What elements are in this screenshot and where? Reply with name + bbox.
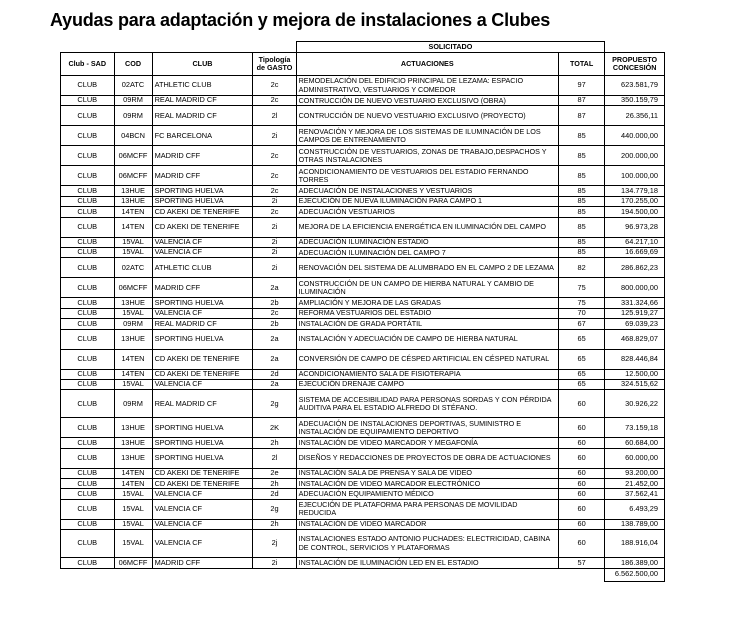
cell-actuaciones: INSTALACIÓN DE VIDEO MARCADOR Y MEGAFONÍA: [296, 438, 558, 448]
cell-cod: 15VAL: [114, 530, 152, 558]
table-row: [61, 468, 665, 478]
cell-cod: 14TEN: [114, 468, 152, 478]
cell-club-sad: CLUB: [61, 499, 115, 519]
table-row: [61, 390, 665, 418]
table-row: [61, 258, 665, 278]
cell-actuaciones: EJECUCIÓN DE PLATAFORMA PARA PERSONAS DE MOVILIDAD REDUCIDA: [296, 499, 558, 519]
cell-tipologia: 2i: [253, 247, 296, 257]
cell-actuaciones: CONSTRUCCIÓN DE UN CAMPO DE HIERBA NATURAL Y CAMBIO DE ILUMINACIÓN: [296, 278, 558, 298]
cell-cod: 15VAL: [114, 489, 152, 499]
cell-cod: 04BCN: [114, 126, 152, 146]
cell-actuaciones: INSTALACIÓN DE VIDEO MARCADOR: [296, 519, 558, 529]
cell-tipologia: 2b: [253, 298, 296, 308]
table-row: [61, 298, 665, 308]
cell-cod: 15VAL: [114, 308, 152, 318]
table-row: [61, 247, 665, 257]
cell-tipologia: 2h: [253, 519, 296, 529]
cell-total: 97: [558, 76, 604, 96]
table-row: [61, 96, 665, 106]
cell-total: 85: [558, 217, 604, 237]
cell-club-sad: CLUB: [61, 530, 115, 558]
cell-cod: 15VAL: [114, 379, 152, 389]
cell-club-sad: CLUB: [61, 519, 115, 529]
col-header-propuesto: PROPUESTO CONCESIÓN: [605, 53, 665, 76]
cell-cod: 02ATC: [114, 76, 152, 96]
cell-tipologia: 2i: [253, 126, 296, 146]
table-row: [61, 369, 665, 379]
cell-club-sad: CLUB: [61, 237, 115, 247]
cell-total: 70: [558, 308, 604, 318]
cell-propuesto: 64.217,10: [605, 237, 665, 247]
cell-club: SPORTING HUELVA: [152, 448, 253, 468]
cell-club-sad: CLUB: [61, 298, 115, 308]
cell-total: 85: [558, 126, 604, 146]
cell-total: 75: [558, 298, 604, 308]
cell-total: 60: [558, 499, 604, 519]
cell-propuesto: 125.919,27: [605, 308, 665, 318]
table-row: [61, 217, 665, 237]
cell-total: 60: [558, 448, 604, 468]
cell-tipologia: 2a: [253, 349, 296, 369]
table-row: [61, 489, 665, 499]
cell-cod: 09RM: [114, 319, 152, 329]
cell-cod: 13HUE: [114, 448, 152, 468]
table-row: [61, 479, 665, 489]
cell-actuaciones: ADECUACIÓN EQUIPAMIENTO MÉDICO: [296, 489, 558, 499]
cell-actuaciones: CONSTRUCCIÓN DE VESTUARIOS, ZONAS DE TRABAJO,DESPACHOS Y OTRAS INSTALACIONES: [296, 146, 558, 166]
cell-propuesto: 350.159,79: [605, 96, 665, 106]
cell-actuaciones: EJECUCIÓN DRENAJE CAMPO: [296, 379, 558, 389]
cell-propuesto: 37.562,41: [605, 489, 665, 499]
cell-tipologia: 2i: [253, 258, 296, 278]
cell-cod: 13HUE: [114, 186, 152, 196]
cell-tipologia: 2d: [253, 369, 296, 379]
cell-actuaciones: ADECUACIÓN ILUMINACIÓN DEL CAMPO 7: [296, 247, 558, 257]
cell-total: 60: [558, 479, 604, 489]
cell-tipologia: 2c: [253, 76, 296, 96]
cell-total: 60: [558, 489, 604, 499]
cell-total: 85: [558, 146, 604, 166]
cell-club-sad: CLUB: [61, 319, 115, 329]
table-row: [61, 558, 665, 568]
cell-cod: 09RM: [114, 96, 152, 106]
cell-propuesto: 96.973,28: [605, 217, 665, 237]
grand-total: 6.562.500,00: [605, 568, 665, 581]
cell-tipologia: 2l: [253, 106, 296, 126]
cell-tipologia: 2c: [253, 207, 296, 217]
cell-actuaciones: ADECUACIÓN ILUMINACIÓN ESTADIO: [296, 237, 558, 247]
cell-propuesto: 623.581,79: [605, 76, 665, 96]
cell-cod: 13HUE: [114, 329, 152, 349]
cell-actuaciones: ADECUACIÓN DE INSTALACIONES Y VESTUARIOS: [296, 186, 558, 196]
cell-club: MADRID CFF: [152, 278, 253, 298]
cell-tipologia: 2h: [253, 479, 296, 489]
cell-tipologia: 2e: [253, 468, 296, 478]
cell-club: CD AKEKI DE TENERIFE: [152, 479, 253, 489]
cell-tipologia: 2c: [253, 308, 296, 318]
cell-club-sad: CLUB: [61, 468, 115, 478]
cell-club: CD AKEKI DE TENERIFE: [152, 217, 253, 237]
cell-club: ATHLETIC CLUB: [152, 258, 253, 278]
cell-club-sad: CLUB: [61, 418, 115, 438]
cell-actuaciones: INSTALACIONES ESTADO ANTONIO PUCHADES: ELECTRICIDAD, CABINA DE CONTROL, SERVICIOS Y PLATAFORMAS: [296, 530, 558, 558]
col-header-club-sad: Club - SAD: [61, 53, 115, 76]
cell-propuesto: 26.356,11: [605, 106, 665, 126]
cell-cod: 14TEN: [114, 207, 152, 217]
cell-club-sad: CLUB: [61, 146, 115, 166]
cell-total: 60: [558, 390, 604, 418]
cell-club-sad: CLUB: [61, 96, 115, 106]
table-row: [61, 186, 665, 196]
cell-club-sad: CLUB: [61, 448, 115, 468]
cell-actuaciones: REMODELACIÓN DEL EDIFICIO PRINCIPAL DE LEZAMA: ESPACIO ADMINISTRATIVO, VESTUARIOS Y COMEDOR: [296, 76, 558, 96]
col-header-actuaciones: ACTUACIONES: [296, 53, 558, 76]
cell-propuesto: 188.916,04: [605, 530, 665, 558]
cell-total: 65: [558, 379, 604, 389]
cell-actuaciones: EJECUCIÓN DE NUEVA ILUMINACIÓN PARA CAMPO 1: [296, 196, 558, 206]
cell-club: CD AKEKI DE TENERIFE: [152, 349, 253, 369]
table-row: [61, 530, 665, 558]
table-row: [61, 319, 665, 329]
cell-club: MADRID CFF: [152, 146, 253, 166]
cell-club: SPORTING HUELVA: [152, 418, 253, 438]
cell-club: SPORTING HUELVA: [152, 196, 253, 206]
cell-club-sad: CLUB: [61, 76, 115, 96]
cell-actuaciones: CONTRUCCIÓN DE NUEVO VESTUARIO EXCLUSIVO (OBRA): [296, 96, 558, 106]
table-row: [61, 438, 665, 448]
cell-actuaciones: CONVERSIÓN DE CAMPO DE CÉSPED ARTIFICIAL EN CÉSPED NATURAL: [296, 349, 558, 369]
cell-club-sad: CLUB: [61, 258, 115, 278]
table-row: [61, 76, 665, 96]
table-row: [61, 196, 665, 206]
cell-club: VALENCIA CF: [152, 489, 253, 499]
cell-tipologia: 2j: [253, 530, 296, 558]
cell-actuaciones: DISEÑOS Y REDACCIONES DE PROYECTOS DE OBRA DE ACTUACIONES: [296, 448, 558, 468]
cell-club: MADRID CFF: [152, 166, 253, 186]
cell-cod: 14TEN: [114, 349, 152, 369]
cell-tipologia: 2a: [253, 379, 296, 389]
cell-club-sad: CLUB: [61, 166, 115, 186]
cell-cod: 06MCFF: [114, 166, 152, 186]
cell-propuesto: 73.159,18: [605, 418, 665, 438]
cell-tipologia: 2i: [253, 558, 296, 568]
cell-total: 85: [558, 247, 604, 257]
cell-cod: 14TEN: [114, 369, 152, 379]
cell-total: 85: [558, 196, 604, 206]
cell-total: 57: [558, 558, 604, 568]
cell-tipologia: 2h: [253, 438, 296, 448]
cell-club-sad: CLUB: [61, 196, 115, 206]
cell-tipologia: 2c: [253, 186, 296, 196]
cell-club-sad: CLUB: [61, 558, 115, 568]
cell-total: 60: [558, 519, 604, 529]
table-row: [61, 166, 665, 186]
cell-club-sad: CLUB: [61, 438, 115, 448]
cell-cod: 09RM: [114, 106, 152, 126]
cell-club: VALENCIA CF: [152, 379, 253, 389]
cell-propuesto: 93.200,00: [605, 468, 665, 478]
cell-propuesto: 60.684,00: [605, 438, 665, 448]
cell-club-sad: CLUB: [61, 207, 115, 217]
cell-total: 85: [558, 166, 604, 186]
cell-tipologia: 2i: [253, 196, 296, 206]
header-spacer: [61, 42, 297, 53]
cell-club: REAL MADRID CF: [152, 319, 253, 329]
cell-total: 85: [558, 237, 604, 247]
cell-tipologia: 2g: [253, 499, 296, 519]
table-row: [61, 237, 665, 247]
cell-propuesto: 186.389,00: [605, 558, 665, 568]
cell-propuesto: 69.039,23: [605, 319, 665, 329]
cell-total: 85: [558, 207, 604, 217]
cell-total: 60: [558, 530, 604, 558]
cell-cod: 15VAL: [114, 499, 152, 519]
cell-propuesto: 200.000,00: [605, 146, 665, 166]
cell-propuesto: 16.669,69: [605, 247, 665, 257]
cell-club: VALENCIA CF: [152, 247, 253, 257]
cell-actuaciones: INSTALACIÓN DE ILUMINACIÓN LED EN EL ESTADIO: [296, 558, 558, 568]
cell-tipologia: 2l: [253, 448, 296, 468]
cell-cod: 13HUE: [114, 418, 152, 438]
cell-club-sad: CLUB: [61, 379, 115, 389]
cell-club: SPORTING HUELVA: [152, 438, 253, 448]
cell-total: 60: [558, 438, 604, 448]
cell-actuaciones: INSTALACIÓN DE GRADA PORTÁTIL: [296, 319, 558, 329]
header-solicitado: SOLICITADO: [296, 42, 605, 53]
cell-propuesto: 286.862,23: [605, 258, 665, 278]
cell-actuaciones: CONTRUCCIÓN DE NUEVO VESTUARIO EXCLUSIVO (PROYECTO): [296, 106, 558, 126]
cell-club: REAL MADRID CF: [152, 106, 253, 126]
cell-cod: 09RM: [114, 390, 152, 418]
cell-propuesto: 828.446,84: [605, 349, 665, 369]
cell-actuaciones: ACONDICIONAMIENTO SALA DE FISIOTERAPIA: [296, 369, 558, 379]
col-header-club: CLUB: [152, 53, 253, 76]
cell-actuaciones: ADECUACIÓN DE INSTALACIONES DEPORTIVAS, SUMINISTRO E INSTALACIÓN DE EQUIPAMIENTO DEPORTIVO: [296, 418, 558, 438]
table-row: [61, 349, 665, 369]
cell-tipologia: 2c: [253, 96, 296, 106]
grants-table: [60, 41, 665, 582]
cell-club-sad: CLUB: [61, 278, 115, 298]
cell-total: 65: [558, 369, 604, 379]
cell-club-sad: CLUB: [61, 126, 115, 146]
cell-club-sad: CLUB: [61, 369, 115, 379]
cell-club: CD AKEKI DE TENERIFE: [152, 207, 253, 217]
cell-total: 82: [558, 258, 604, 278]
cell-cod: 06MCFF: [114, 146, 152, 166]
cell-club: CD AKEKI DE TENERIFE: [152, 468, 253, 478]
cell-propuesto: 30.926,22: [605, 390, 665, 418]
cell-club-sad: CLUB: [61, 390, 115, 418]
cell-club-sad: CLUB: [61, 217, 115, 237]
table-row: [61, 418, 665, 438]
cell-total: 60: [558, 418, 604, 438]
table-row: [61, 448, 665, 468]
cell-club-sad: CLUB: [61, 489, 115, 499]
cell-total: 60: [558, 468, 604, 478]
cell-total: 65: [558, 329, 604, 349]
cell-actuaciones: RENOVACIÓN Y MEJORA DE LOS SISTEMAS DE ILUMINACIÓN DE LOS CAMPOS DE ENTRENAMIENTO: [296, 126, 558, 146]
cell-tipologia: 2a: [253, 278, 296, 298]
table-row: [61, 519, 665, 529]
cell-tipologia: 2K: [253, 418, 296, 438]
cell-club: FC BARCELONA: [152, 126, 253, 146]
cell-club: REAL MADRID CF: [152, 96, 253, 106]
cell-club: VALENCIA CF: [152, 237, 253, 247]
table-row: [61, 379, 665, 389]
cell-cod: 15VAL: [114, 237, 152, 247]
cell-club: VALENCIA CF: [152, 519, 253, 529]
cell-actuaciones: INSTALACIÓN SALA DE PRENSA Y SALA DE VIDEO: [296, 468, 558, 478]
cell-propuesto: 60.000,00: [605, 448, 665, 468]
footer-spacer: [61, 568, 605, 581]
cell-tipologia: 2g: [253, 390, 296, 418]
cell-club-sad: CLUB: [61, 247, 115, 257]
cell-cod: 14TEN: [114, 479, 152, 489]
cell-club-sad: CLUB: [61, 479, 115, 489]
cell-propuesto: 6.493,29: [605, 499, 665, 519]
cell-tipologia: 2i: [253, 237, 296, 247]
cell-tipologia: 2c: [253, 166, 296, 186]
table-row: [61, 146, 665, 166]
cell-club: CD AKEKI DE TENERIFE: [152, 369, 253, 379]
cell-club: REAL MADRID CF: [152, 390, 253, 418]
cell-club: VALENCIA CF: [152, 308, 253, 318]
cell-propuesto: 331.324,66: [605, 298, 665, 308]
cell-club-sad: CLUB: [61, 186, 115, 196]
cell-actuaciones: MEJORA DE LA EFICIENCIA ENERGÉTICA EN ILUMINACIÓN DEL CAMPO: [296, 217, 558, 237]
cell-cod: 06MCFF: [114, 278, 152, 298]
page-title: Ayudas para adaptación y mejora de instalaciones a Clubes: [50, 10, 551, 30]
cell-propuesto: 12.500,00: [605, 369, 665, 379]
cell-propuesto: 324.515,62: [605, 379, 665, 389]
table-row: [61, 207, 665, 217]
cell-club-sad: CLUB: [61, 349, 115, 369]
cell-cod: 13HUE: [114, 438, 152, 448]
cell-actuaciones: SISTEMA DE ACCESIBILIDAD PARA PERSONAS SORDAS Y CON PÉRDIDA AUDITIVA PARA EL ESTADIO ALFREDO DI STÉFANO.: [296, 390, 558, 418]
cell-club-sad: CLUB: [61, 308, 115, 318]
cell-total: 87: [558, 106, 604, 126]
cell-cod: 06MCFF: [114, 558, 152, 568]
cell-propuesto: 134.779,18: [605, 186, 665, 196]
cell-club: SPORTING HUELVA: [152, 329, 253, 349]
cell-tipologia: 2b: [253, 319, 296, 329]
cell-total: 85: [558, 186, 604, 196]
cell-club: SPORTING HUELVA: [152, 298, 253, 308]
table-row: [61, 106, 665, 126]
col-header-cod: COD: [114, 53, 152, 76]
cell-propuesto: 468.829,07: [605, 329, 665, 349]
cell-propuesto: 440.000,00: [605, 126, 665, 146]
cell-cod: 15VAL: [114, 519, 152, 529]
header-spacer-right: [605, 42, 665, 53]
cell-cod: 13HUE: [114, 196, 152, 206]
cell-cod: 13HUE: [114, 298, 152, 308]
cell-actuaciones: INSTALACIÓN DE VIDEO MARCADOR ELECTRÓNICO: [296, 479, 558, 489]
cell-total: 87: [558, 96, 604, 106]
cell-club: VALENCIA CF: [152, 530, 253, 558]
cell-tipologia: 2a: [253, 329, 296, 349]
cell-tipologia: 2c: [253, 146, 296, 166]
cell-actuaciones: AMPLIACIÓN Y MEJORA DE LAS GRADAS: [296, 298, 558, 308]
cell-club-sad: CLUB: [61, 106, 115, 126]
cell-propuesto: 21.452,00: [605, 479, 665, 489]
cell-cod: 15VAL: [114, 247, 152, 257]
cell-propuesto: 138.789,00: [605, 519, 665, 529]
col-header-tipologia: Tipología de GASTO: [253, 53, 296, 76]
col-header-total: TOTAL: [558, 53, 604, 76]
cell-cod: 14TEN: [114, 217, 152, 237]
cell-actuaciones: ACONDICIONAMIENTO DE VESTUARIOS DEL ESTADIO FERNANDO TORRES: [296, 166, 558, 186]
cell-propuesto: 170.255,00: [605, 196, 665, 206]
table-row: [61, 499, 665, 519]
cell-tipologia: 2i: [253, 217, 296, 237]
cell-tipologia: 2d: [253, 489, 296, 499]
table-row: [61, 278, 665, 298]
cell-propuesto: 800.000,00: [605, 278, 665, 298]
cell-club-sad: CLUB: [61, 329, 115, 349]
cell-actuaciones: REFORMA VESTUARIOS DEL ESTADIO: [296, 308, 558, 318]
cell-actuaciones: INSTALACIÓN Y ADECUACIÓN DE CAMPO DE HIERBA NATURAL: [296, 329, 558, 349]
cell-club: SPORTING HUELVA: [152, 186, 253, 196]
table-row: [61, 126, 665, 146]
cell-propuesto: 194.500,00: [605, 207, 665, 217]
cell-club: ATHLETIC CLUB: [152, 76, 253, 96]
table-row: [61, 308, 665, 318]
cell-propuesto: 100.000,00: [605, 166, 665, 186]
cell-club: VALENCIA CF: [152, 499, 253, 519]
cell-total: 65: [558, 349, 604, 369]
table-row: [61, 329, 665, 349]
cell-total: 75: [558, 278, 604, 298]
cell-club: MADRID CFF: [152, 558, 253, 568]
cell-total: 67: [558, 319, 604, 329]
cell-actuaciones: RENOVACIÓN DEL SISTEMA DE ALUMBRADO EN EL CAMPO 2 DE LEZAMA: [296, 258, 558, 278]
table-body: [61, 76, 665, 569]
cell-actuaciones: ADECUACIÓN VESTUARIOS: [296, 207, 558, 217]
cell-cod: 02ATC: [114, 258, 152, 278]
